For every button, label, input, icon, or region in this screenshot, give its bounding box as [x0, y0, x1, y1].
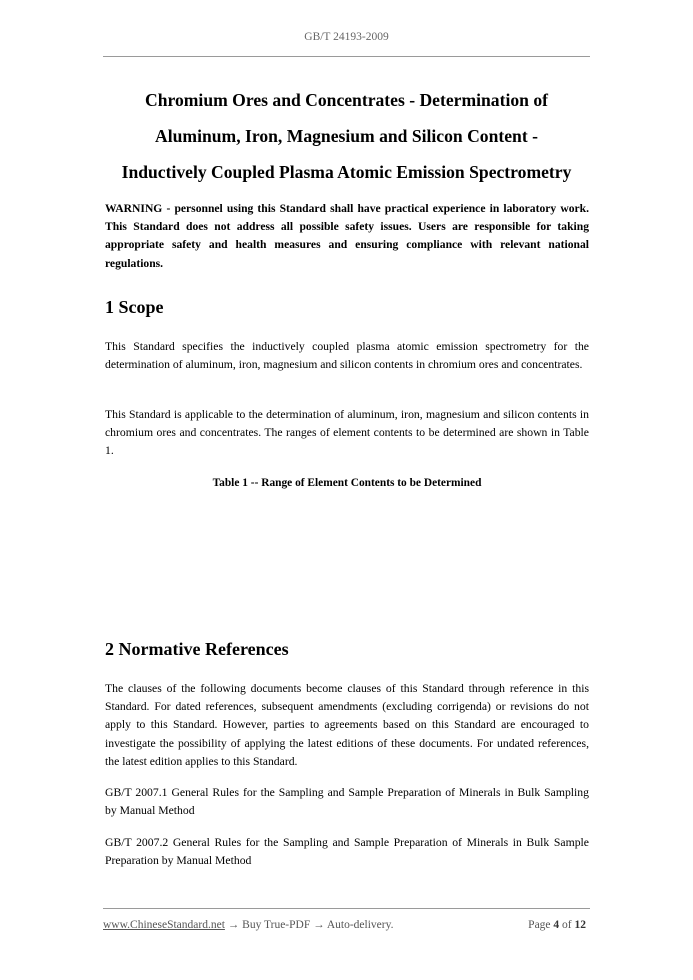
section-heading-scope: 1 Scope	[105, 297, 164, 317]
scope-paragraph-2: This Standard is applicable to the determination of aluminum, iron, magnesium and silicon contents in chromium ores and concentrates. The ranges of element contents to be determined are shown in Table 1.	[105, 408, 589, 458]
warning-paragraph: WARNING - personnel using this Standard shall have practical experience in laboratory work. This Standard does not address all possible safety issues. Users are responsible for taking appropriate safety and health measures and ensuring compliance with relevant national regulations.	[105, 202, 589, 270]
references-paragraph: The clauses of the following documents become clauses of this Standard through reference in this Standard. For dated references, subsequent amendments (excluding corrigenda) or revisions do not apply to this Standard. However, parties to agreements based on this Standard are encouraged to investigate the possibility of applying the latest editions of these documents. For undated references, the latest edition applies to this Standard.	[105, 682, 589, 768]
section-heading-normative-references: 2 Normative References	[105, 639, 289, 659]
page-label: Page	[528, 919, 551, 931]
table-caption: Table 1 -- Range of Element Contents to be Determined	[212, 477, 482, 489]
footer-link[interactable]: www.ChineseStandard.net	[103, 919, 225, 931]
document-id: GB/T 24193-2009	[304, 31, 389, 43]
page-number	[528, 909, 586, 941]
page-of-label: of	[562, 919, 572, 931]
page-header	[103, 22, 590, 57]
title-line: Chromium Ores and Concentrates - Determination of	[145, 90, 548, 110]
title-line: Inductively Coupled Plasma Atomic Emission Spectrometry	[121, 162, 572, 182]
total-pages: 12	[574, 919, 586, 931]
title-line: Aluminum, Iron, Magnesium and Silicon Content -	[155, 126, 538, 146]
page-footer	[103, 908, 590, 937]
scope-paragraph-1: This Standard specifies the inductively coupled plasma atomic emission spectrometry for the determination of aluminum, iron, magnesium and silicon contents in chromium ores and concentrates.	[105, 340, 589, 372]
document-title	[100, 82, 593, 190]
reference-item: GB/T 2007.2 General Rules for the Sampling and Sample Preparation of Minerals in Bulk Sample Preparation by Manual Method	[105, 836, 589, 868]
current-page: 4	[553, 919, 560, 931]
reference-item: GB/T 2007.1 General Rules for the Sampling and Sample Preparation of Minerals in Bulk Sampling by Manual Method	[105, 786, 589, 818]
footer-purchase-text: → Buy True-PDF → Auto-delivery.	[224, 919, 394, 931]
